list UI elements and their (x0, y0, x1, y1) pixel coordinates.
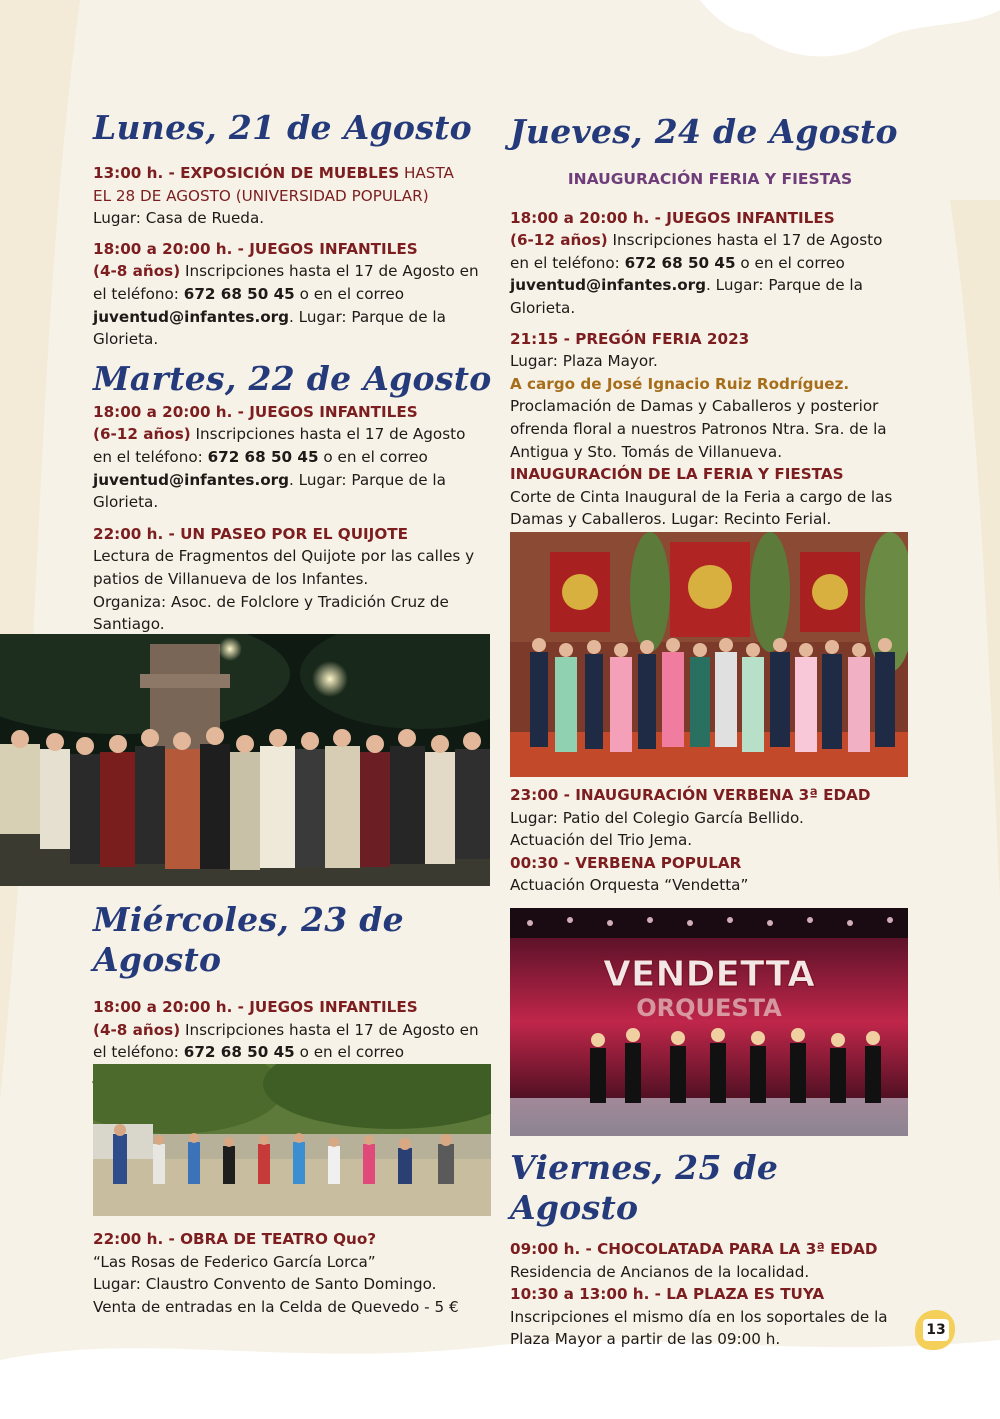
event-ages: (6-12 años) (510, 231, 608, 250)
left-column (93, 100, 493, 636)
event-title: 21:15 - PREGÓN FERIA 2023 (510, 329, 750, 348)
event-ages: (4-8 años) (93, 262, 181, 281)
event-title: INAUGURACIÓN DE LA FERIA Y FIESTAS (510, 465, 844, 484)
ceremony-photo-image (510, 532, 908, 777)
event-place: Lugar: Plaza Mayor. (510, 352, 658, 371)
right-column (510, 112, 910, 531)
event-title: 18:00 a 20:00 h. - JUEGOS INFANTILES (93, 402, 418, 421)
event-text: “Las Rosas de Federico García Lorca” (93, 1252, 376, 1271)
event-viernes-chocolatada (510, 1238, 910, 1283)
event-text: Organiza: Asoc. de Folclore y Tradición Cruz de (93, 592, 449, 611)
photo-juegos-infantiles (93, 1064, 491, 1216)
event-place: Lugar: Casa de Rueda. (93, 209, 265, 228)
event-text: Actuación Orquesta “Vendetta” (510, 876, 749, 895)
day-title-martes: Martes, 22 de Agosto (93, 358, 492, 398)
event-presenter: A cargo de José Ignacio Ruiz Rodríguez. (510, 374, 850, 393)
day-title-jueves: Jueves, 24 de Agosto (510, 112, 898, 151)
photo-damas-caballeros (510, 532, 908, 777)
event-jueves-juegos (510, 207, 910, 320)
event-text: Santiago. (93, 615, 165, 634)
event-viernes-plaza (510, 1283, 910, 1351)
event-text: Actuación del Trio Jema. (510, 831, 693, 850)
right-column-lower (510, 1148, 910, 1351)
event-title: 09:00 h. - CHOCOLATADA PARA LA 3ª EDAD (510, 1240, 878, 1258)
phone-number: 672 68 50 45 (183, 1043, 295, 1062)
event-text: el teléfono: (93, 284, 184, 303)
phone-number: 672 68 50 45 (624, 253, 736, 272)
event-text: ofrenda floral a nuestros Patronos Ntra. Sra. de la (510, 419, 887, 438)
event-text: Inscripciones hasta el 17 de Agosto (190, 425, 466, 444)
event-title: 18:00 a 20:00 h. - JUEGOS INFANTILES (93, 239, 418, 258)
day-title-lunes: Lunes, 21 de Agosto (93, 108, 472, 147)
concert-photo-image (510, 908, 908, 1136)
event-text: en el teléfono: (510, 253, 625, 272)
event-text: Lugar: Claustro Convento de Santo Domingo. (93, 1275, 437, 1294)
email-address: juventud@infantes.org (93, 307, 290, 326)
event-ages: (6-12 años) (93, 425, 191, 444)
event-place: . Lugar: Parque de la Glorieta. (510, 276, 863, 317)
day-subtitle: INAUGURACIÓN FERIA Y FIESTAS (567, 170, 853, 188)
event-text: Inscripciones hasta el 17 de Agosto (607, 231, 883, 250)
event-title: 13:00 h. - EXPOSICIÓN DE MUEBLES (93, 164, 400, 182)
event-title: 18:00 a 20:00 h. - JUEGOS INFANTILES (510, 208, 835, 227)
event-title: 23:00 - INAUGURACIÓN VERBENA 3ª EDAD (510, 786, 871, 804)
event-text: Proclamación de Damas y Caballeros y posterior (510, 397, 879, 416)
event-text: Antigua y Sto. Tomás de Villanueva. (510, 442, 783, 461)
event-text: patios de Villanueva de los Infantes. (93, 569, 369, 588)
event-jueves-verbena-tercera-edad (510, 784, 910, 852)
event-text: Plaza Mayor a partir de las 09:00 h. (510, 1330, 781, 1349)
phone-number: 672 68 50 45 (207, 447, 319, 466)
day-title-miercoles: Miércoles, 23 de Agosto (93, 900, 404, 979)
event-text: o en el correo (318, 447, 428, 466)
event-text: Damas y Caballeros. Lugar: Recinto Ferial. (510, 510, 832, 529)
event-text: o en el correo (294, 284, 405, 303)
event-text: Inscripciones hasta el 17 de Agosto en (180, 1020, 479, 1039)
event-title: 10:30 a 13:00 h. - LA PLAZA ES TUYA (510, 1285, 825, 1304)
event-text: o en el correo (735, 253, 845, 272)
right-column-middle (510, 784, 910, 897)
event-title: 22:00 h. - UN PASEO POR EL QUIJOTE (93, 524, 408, 543)
event-text: o en el correo (294, 1043, 405, 1062)
email-address: juventud@infantes.org (93, 470, 290, 489)
event-title: 18:00 a 20:00 h. - JUEGOS INFANTILES (93, 998, 418, 1016)
page-number-badge (915, 1310, 955, 1350)
page-number: 13 (923, 1319, 949, 1341)
event-text: Corte de Cinta Inaugural de la Feria a cargo de las (510, 487, 893, 506)
event-text: Venta de entradas en la Celda de Quevedo - 5 € (93, 1297, 459, 1316)
event-text: Residencia de Ancianos de la localidad. (510, 1262, 810, 1281)
event-miercoles-teatro (93, 1228, 493, 1318)
park-photo-image (93, 1064, 491, 1216)
event-text: Inscripciones el mismo día en los soportales de la (510, 1307, 888, 1326)
event-text: Lugar: Patio del Colegio García Bellido. (510, 808, 804, 827)
event-place: . Lugar: Parque de la Glorieta. (93, 307, 446, 349)
photo-paseo-quijote (0, 634, 490, 886)
event-place: . Lugar: Parque de la Glorieta. (93, 470, 446, 512)
event-text: el teléfono: (93, 1043, 184, 1062)
day-title-viernes: Viernes, 25 de Agosto (510, 1148, 779, 1227)
email-address: juventud@infantes.org (510, 276, 707, 295)
event-lunes-exposicion (93, 162, 493, 230)
event-jueves-inauguracion (510, 463, 910, 531)
event-jueves-verbena-popular (510, 852, 910, 897)
phone-number: 672 68 50 45 (183, 284, 295, 303)
stage-sign: VENDETTA (602, 954, 816, 995)
event-title-rest: HASTA (399, 164, 454, 182)
event-text: Lectura de Fragmentos del Quijote por las calles y (93, 547, 475, 566)
event-title: 22:00 h. - OBRA DE TEATRO Quo? (93, 1230, 377, 1248)
event-martes-quijote (93, 523, 493, 636)
group-photo-image (0, 634, 490, 886)
event-text: Inscripciones hasta el 17 de Agosto en (180, 262, 479, 281)
event-title: 00:30 - VERBENA POPULAR (510, 853, 742, 872)
event-text: en el teléfono: (93, 447, 208, 466)
event-martes-juegos (93, 401, 493, 514)
stage-sign-subtitle: ORQUESTA (636, 994, 782, 1022)
photo-orquesta-vendetta (510, 908, 908, 1136)
event-ages: (4-8 años) (93, 1020, 181, 1039)
event-lunes-juegos (93, 238, 493, 351)
event-title-line2: EL 28 DE AGOSTO (UNIVERSIDAD POPULAR) (93, 186, 429, 205)
event-jueves-pregon (510, 328, 910, 464)
